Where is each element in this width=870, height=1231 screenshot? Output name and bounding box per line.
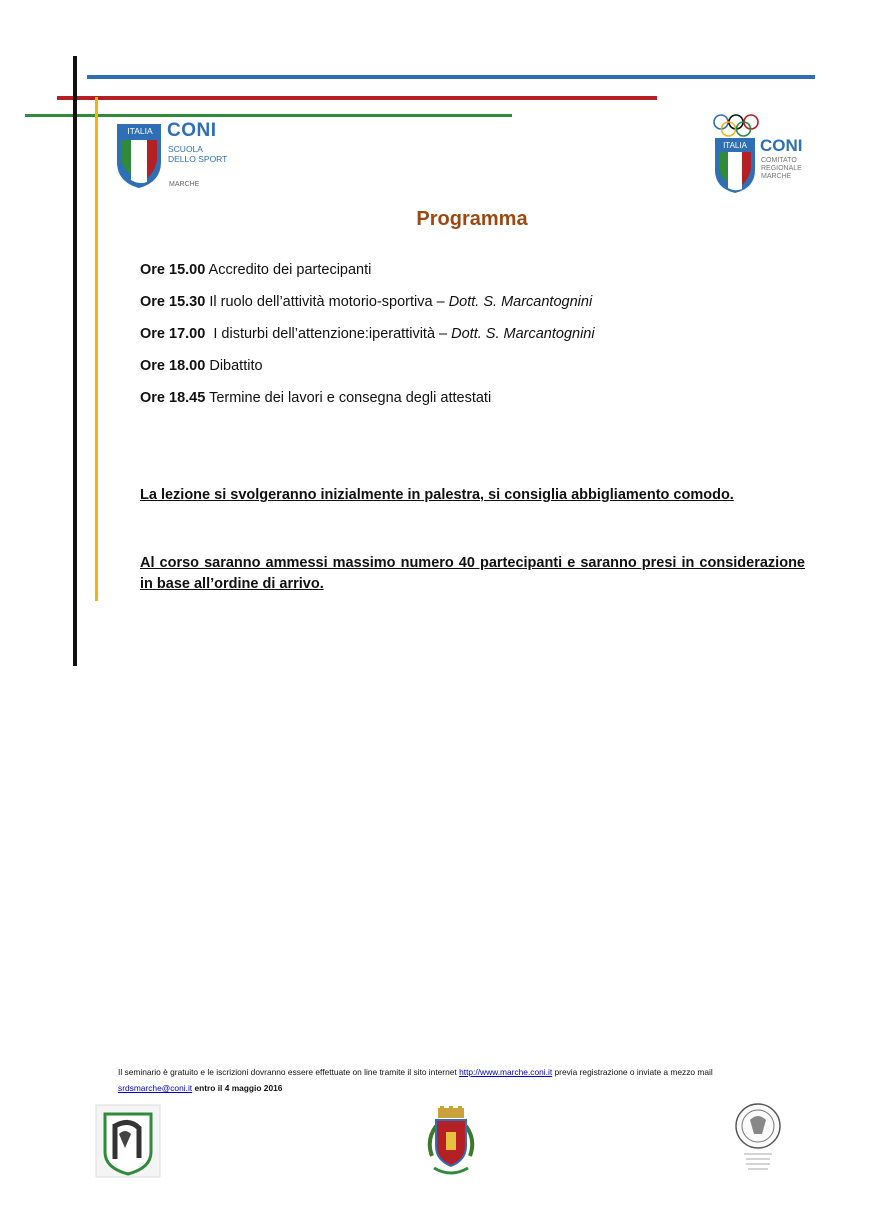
dello-sport-text: DELLO SPORT (168, 154, 228, 164)
registration-footer (118, 1064, 818, 1096)
coni-wordmark: CONI (760, 136, 803, 155)
programme-item (140, 387, 820, 419)
shield-italia-text: ITALIA (127, 126, 153, 136)
programme-text: Il ruolo dell’attività motorio-sportiva – (205, 294, 449, 310)
green-top-line (25, 114, 512, 117)
red-top-line (57, 96, 657, 100)
programme-list (140, 259, 820, 419)
programme-time: Ore 15.30 (140, 294, 206, 310)
programme-text: Accredito dei partecipanti (205, 262, 372, 278)
regionale-text: REGIONALE (761, 165, 802, 172)
seal-icon (732, 1102, 784, 1174)
marche-text: MARCHE (761, 173, 792, 180)
marche-text: MARCHE (169, 181, 200, 188)
page-title: Programma (416, 208, 528, 230)
shield-italia-text: ITALIA (723, 141, 747, 150)
coni-wordmark: CONI (167, 120, 217, 141)
programme-time: Ore 18.45 (140, 390, 206, 406)
footer-text-2: previa registrazione o inviate a mezzo mail (552, 1067, 713, 1077)
scuola-text: SCUOLA (168, 144, 203, 154)
footer-text: Il seminario è gratuito e le iscrizioni dovranno essere effettuate on line tramite il sito internet (118, 1067, 460, 1077)
coni-marche-link[interactable]: http://www.marche.coni.it (459, 1067, 553, 1077)
municipality-coat-of-arms (424, 1106, 478, 1178)
deadline-date: il 4 maggio 2016 (215, 1083, 283, 1093)
marche-region-icon (95, 1104, 161, 1178)
clothing-note: La lezione si svolgeranno inizialmente in palestra, si consiglia abbigliamento comodo. (140, 487, 734, 503)
participants-note: Al corso saranno ammessi massimo numero 40 partecipanti e saranno presi in considerazione in base all’ordine di arrivo. (140, 555, 805, 592)
coat-of-arms-icon (424, 1106, 478, 1178)
programme-item (140, 323, 820, 355)
programme-item (140, 259, 820, 291)
programme-item (140, 355, 820, 387)
email-link[interactable]: srdsmarche@coni.it (118, 1083, 193, 1093)
black-vertical-line (73, 56, 77, 666)
university-seal (732, 1102, 784, 1174)
programme-time: Ore 18.00 (140, 358, 206, 374)
region-marche-logo (95, 1104, 161, 1178)
programme-time: Ore 17.00 (140, 326, 206, 342)
footer-entro: entro (192, 1083, 216, 1093)
blue-top-line (87, 75, 815, 79)
programme-item (140, 291, 820, 323)
programme-text: Dibattito (205, 358, 263, 374)
programme-time: Ore 15.00 (140, 262, 206, 278)
programme-text: Termine dei lavori e consegna degli attestati (205, 390, 492, 406)
coni-comitato-regionale-logo (712, 112, 832, 194)
coni-scuola-dello-sport-logo (115, 122, 255, 192)
yellow-vertical-line (95, 97, 98, 601)
programme-speaker: Dott. S. Marcantognini (451, 326, 595, 342)
programme-speaker: Dott. S. Marcantognini (448, 294, 593, 310)
programme-text: I disturbi dell’attenzione:iperattività – (205, 326, 452, 342)
comitato-text: COMITATO (761, 157, 797, 164)
